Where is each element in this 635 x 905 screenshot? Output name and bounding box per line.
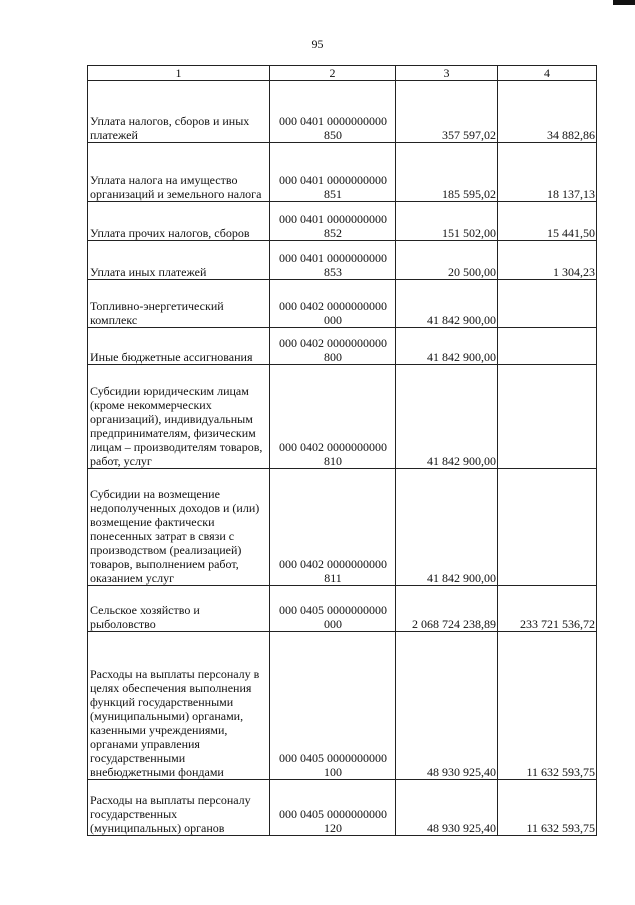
table-row [88,780,597,836]
corner-mark [613,0,635,5]
table-row [88,365,597,469]
row-code: 000 0402 0000000000 800 [270,328,396,365]
row-value-col4 [498,469,597,586]
row-value-col3: 41 842 900,00 [396,469,498,586]
row-code: 000 0401 0000000000 851 [270,143,396,202]
row-name: Субсидии юридическим лицам (кроме некоммерческих организаций), индивидуальным предпринимателям, физическим лицам – производителям товаров, работ, услуг [88,365,270,469]
row-code: 000 0405 0000000000 120 [270,780,396,836]
table-row [88,280,597,328]
table-row [88,143,597,202]
row-name: Топливно-энергетический комплекс [88,280,270,328]
row-code: 000 0402 0000000000 000 [270,280,396,328]
row-code: 000 0401 0000000000 852 [270,202,396,241]
row-value-col4: 1 304,23 [498,241,597,280]
table-row [88,202,597,241]
row-value-col4: 11 632 593,75 [498,780,597,836]
table-row [88,241,597,280]
row-name: Сельское хозяйство и рыболовство [88,586,270,632]
row-value-col4: 11 632 593,75 [498,632,597,780]
row-value-col4: 18 137,13 [498,143,597,202]
row-value-col3: 41 842 900,00 [396,328,498,365]
header-col-4: 4 [498,66,597,81]
row-value-col3: 48 930 925,40 [396,632,498,780]
table-row [88,586,597,632]
row-name: Субсидии на возмещение недополученных доходов и (или) возмещение фактически понесенных затрат в связи с производством (реализацией) товаров, выполнением работ, оказанием услуг [88,469,270,586]
row-name: Уплата налогов, сборов и иных платежей [88,81,270,143]
row-value-col4: 34 882,86 [498,81,597,143]
table-row [88,328,597,365]
row-value-col4 [498,328,597,365]
table-row [88,469,597,586]
row-value-col3: 151 502,00 [396,202,498,241]
row-value-col3: 41 842 900,00 [396,365,498,469]
row-value-col3: 20 500,00 [396,241,498,280]
row-name: Расходы на выплаты персоналу государственных (муниципальных) органов [88,780,270,836]
row-code: 000 0402 0000000000 811 [270,469,396,586]
row-value-col3: 357 597,02 [396,81,498,143]
row-name: Иные бюджетные ассигнования [88,328,270,365]
row-code: 000 0405 0000000000 100 [270,632,396,780]
page-number: 95 [311,37,324,51]
table-row [88,81,597,143]
row-value-col4 [498,280,597,328]
header-col-1: 1 [88,66,270,81]
row-value-col3: 41 842 900,00 [396,280,498,328]
header-col-2: 2 [270,66,396,81]
row-value-col4: 233 721 536,72 [498,586,597,632]
row-value-col4 [498,365,597,469]
row-name: Расходы на выплаты персоналу в целях обеспечения выполнения функций государственными (муниципальными) органами, казенными учреждениями, органами управления государственными внебюджетными фондами [88,632,270,780]
row-name: Уплата прочих налогов, сборов [88,202,270,241]
row-value-col3: 48 930 925,40 [396,780,498,836]
row-code: 000 0405 0000000000 000 [270,586,396,632]
row-code: 000 0401 0000000000 850 [270,81,396,143]
row-name: Уплата иных платежей [88,241,270,280]
header-col-3: 3 [396,66,498,81]
budget-table [87,65,597,836]
row-code: 000 0402 0000000000 810 [270,365,396,469]
table-header-row [88,66,597,81]
row-value-col3: 185 595,02 [396,143,498,202]
table-row [88,632,597,780]
row-name: Уплата налога на имущество организаций и земельного налога [88,143,270,202]
row-value-col4: 15 441,50 [498,202,597,241]
row-code: 000 0401 0000000000 853 [270,241,396,280]
row-value-col3: 2 068 724 238,89 [396,586,498,632]
